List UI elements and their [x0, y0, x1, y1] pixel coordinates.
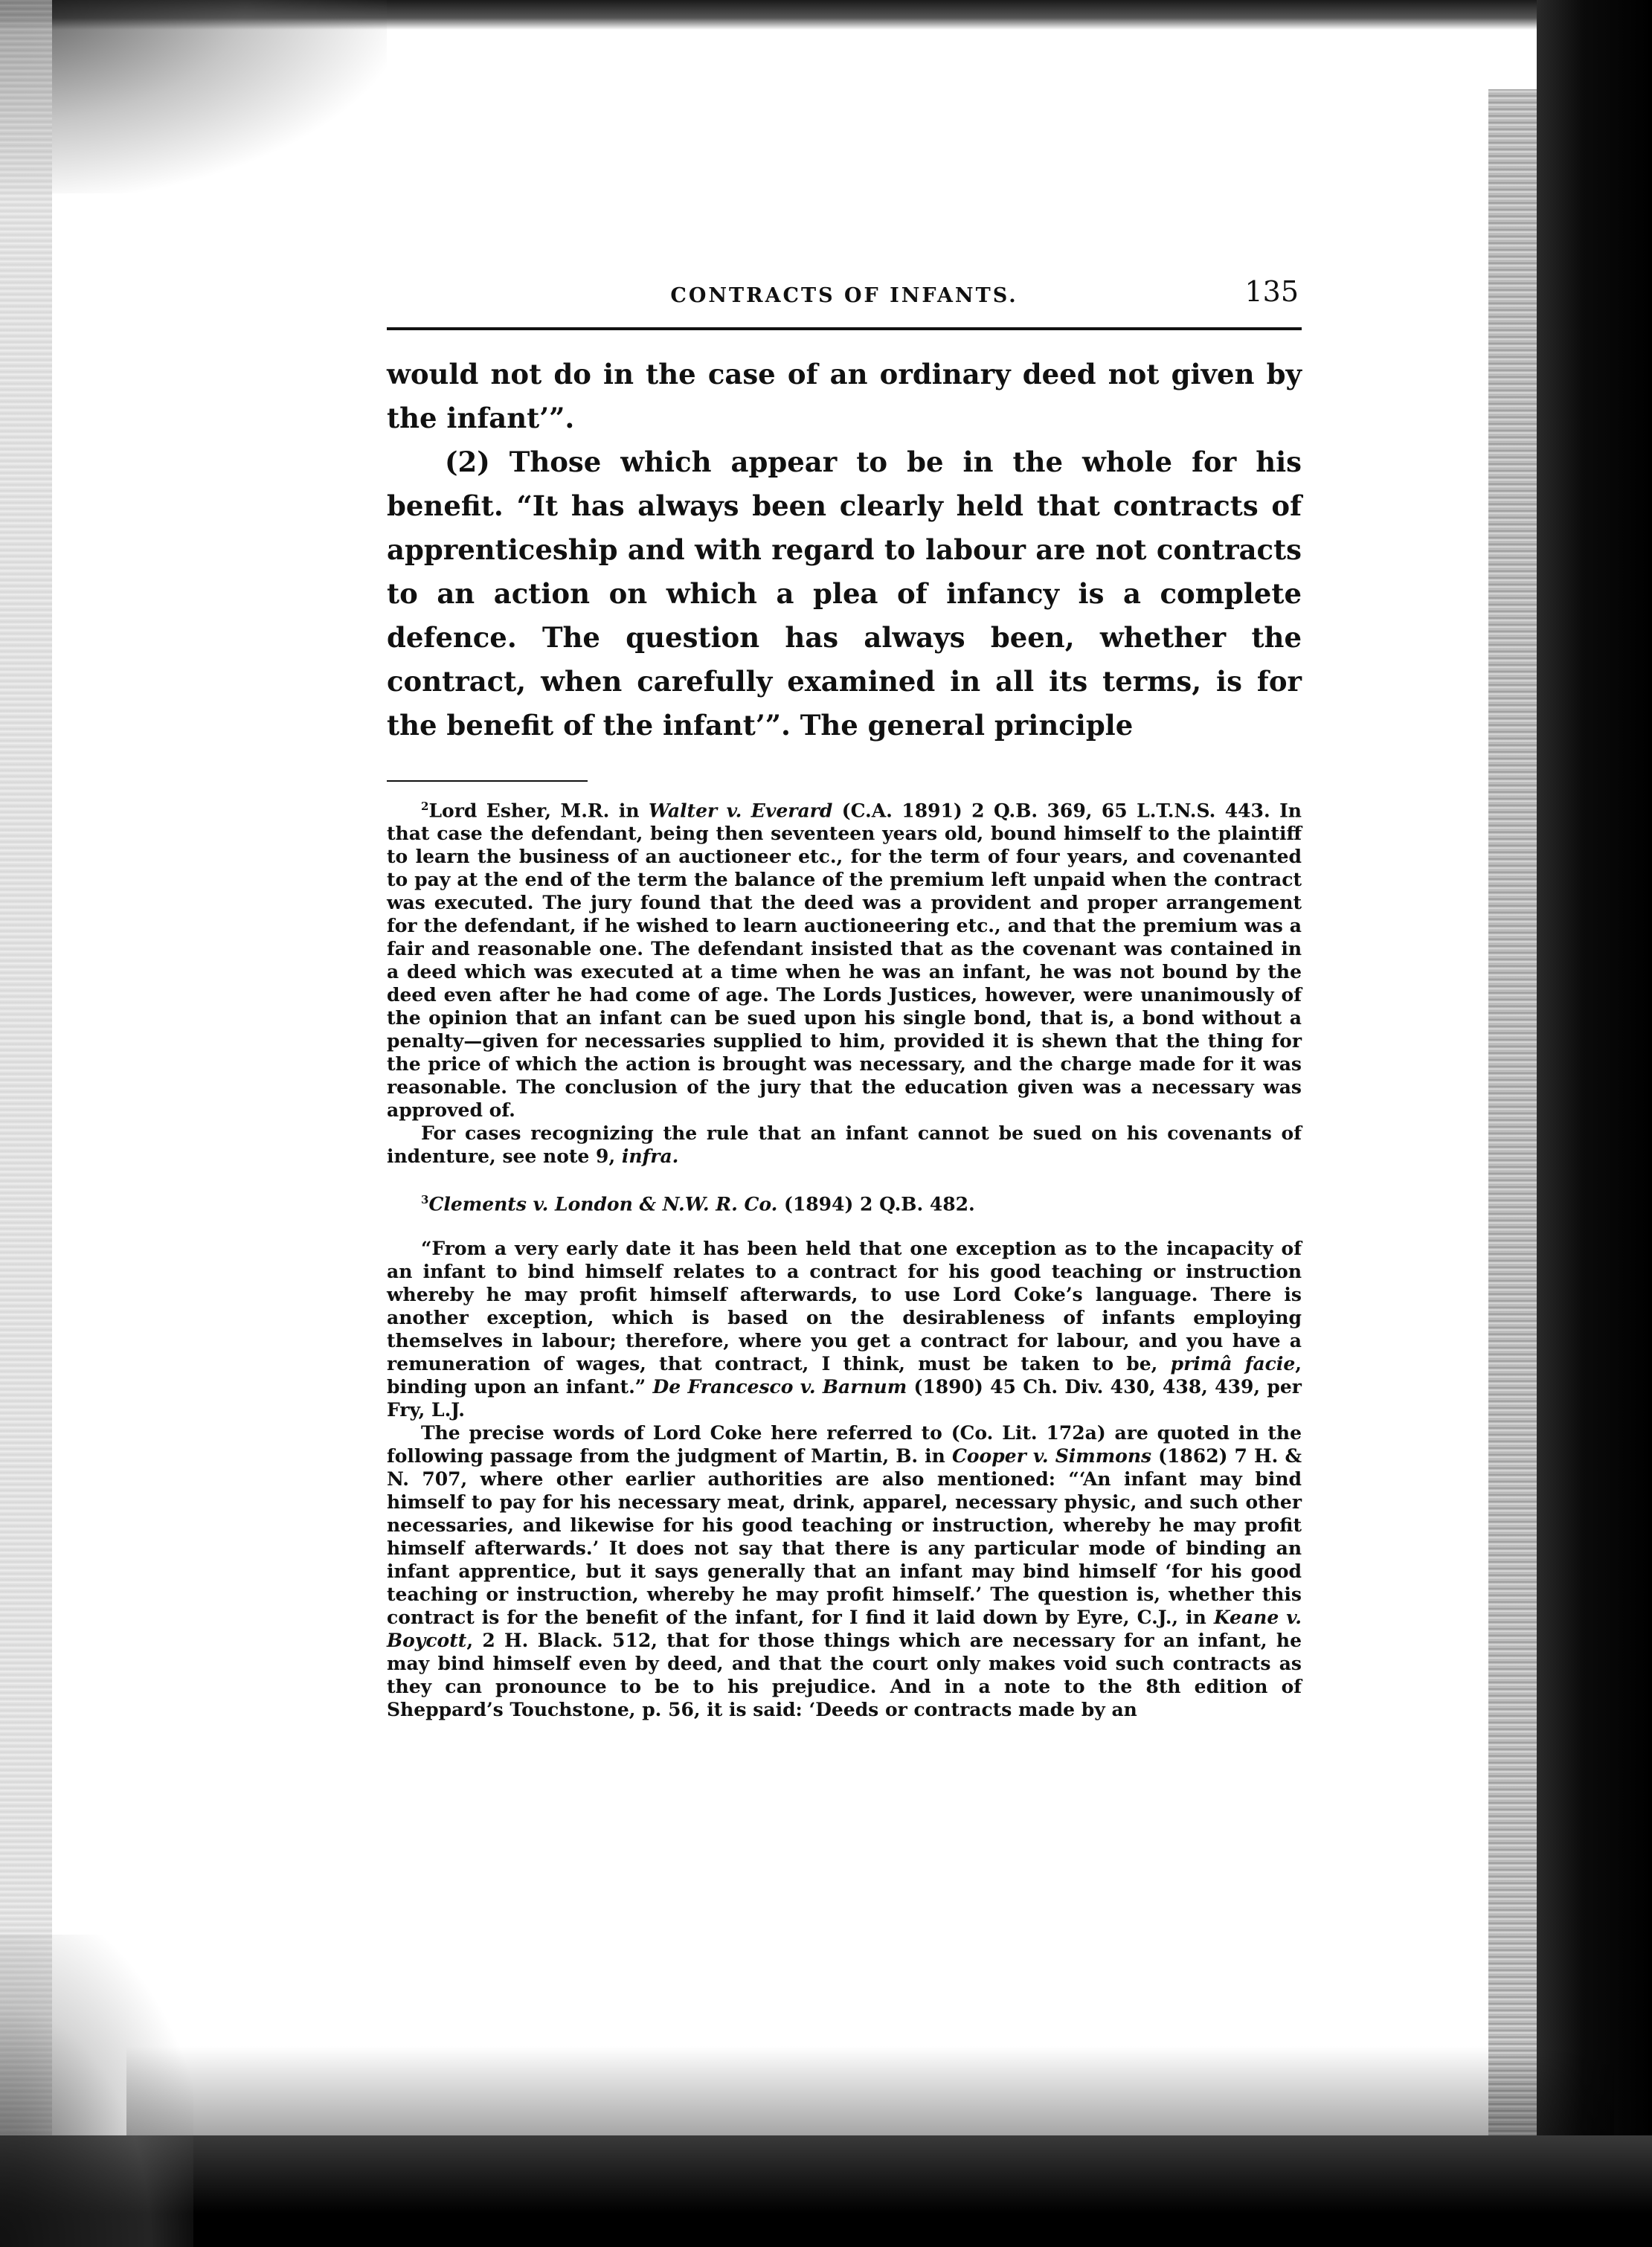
infra-ref: infra. — [621, 1145, 679, 1168]
footnotes — [387, 795, 1302, 1721]
footnote-2-continued: For cases recognizing the rule that an infant cannot be sued on his covenants of indenture, see note 9, infra. — [387, 1122, 1302, 1168]
footnote-2-text: (C.A. 1891) 2 Q.B. 369, 65 L.T.N.S. 443. In that case the defendant, being then seventeen years old, bound himself to the plaintiff to learn the business of an auctioneer etc., for the term of four years, and covenanted to pay at the end of the term the balance of the premium left unpaid when the contract was executed. The jury found that the deed was a provident and proper arrangement for the defendant, if he wished to learn auctioneering etc., and that the premium was a fair and reasonable one. The defendant insisted that as the covenant was contained in a deed which was executed at a time when he was an infant, he was not bound by the deed even after he had come of age. The Lords Justices, however, were unanimously of the opinion that an infant can be sued upon his single bond, that is, a bond without a penalty—given for necessaries supplied to him, provided it is shewn that the thing for the price of which the action is brought was necessary, and the charge made for it was reasonable. The conclusion of the jury that the education given was a necessary was approved of. — [387, 800, 1302, 1122]
scan-left-edge — [0, 0, 52, 2247]
scan-bottom-gradient — [126, 2046, 1614, 2135]
page-header — [387, 268, 1302, 330]
footnote-2-pre: Lord Esher, M.R. in — [428, 800, 649, 822]
scan-right-border — [1537, 0, 1652, 2247]
paragraph-2: (2) Those which appear to be in the whole for his benefit. “It has always been clearly held that contracts of apprenticeship and with regard to labour are not contracts to an action on which a plea of infancy is a complete defence. The question has always been, whether the contract, when carefully examined in all its terms, is for the benefit of the infant’”. The general principle — [387, 446, 1302, 742]
footnote-marker: 3 — [421, 1193, 429, 1207]
book-page — [387, 268, 1302, 1721]
footnote-rule — [387, 780, 588, 782]
scan-bottom-border — [0, 2135, 1652, 2247]
paragraph-1: would not do in the case of an ordinary deed not given by the infant’”. — [387, 358, 1302, 434]
scan-page-edges — [1488, 89, 1540, 2209]
footnote-3: $^3$Clements v. London & N.W. R. Co. (1894) 2 Q.B. 482. — [421, 1193, 975, 1215]
page-number: 135 — [1244, 275, 1299, 308]
case-name: Keane v. Boycott — [387, 1606, 1302, 1651]
quotation-2: The precise words of Lord Coke here referred to (Co. Lit. 172a) are quoted in the following passage from the judgment of Martin, B. in Cooper v. Simmons (1862) 7 H. & N. 707, where other earlier authorities are also mentioned: “‘An infant may bind himself to pay for his necessary meat, drink, apparel, necessary physic, and such other necessaries, and likewise for his good teaching or instruction, whereby he may profit himself afterwards.’ It does not say that there is any particular mode of binding an infant apprentice, but it says generally that an infant may bind himself ‘for his good teaching or instruction, whereby he may profit himself.’ The question is, whether this contract is for the benefit of the infant, for I find it laid down by Eyre, C.J., in Keane v. Boycott, 2 H. Black. 512, that for those things which are necessary for an infant, he may bind himself even by deed, and that the court only makes void such contracts as they can pronounce to be to his prejudice. And in a note to the 8th edition of Sheppard’s Touchstone, p. 56, it is said: ‘Deeds or contracts made by an — [387, 1421, 1302, 1720]
quotation-1: “From a very early date it has been held that one exception as to the incapacity of an infant to bind himself relates to a contract for his good teaching or instruction whereby he may profit himself afterwards, to use Lord Coke’s language. There is another exception, which is based on the desirableness of infants employing themselves in labour; therefore, where you get a contract for labour, and you have a remuneration of wages, that contract, I think, must be taken to be, primâ facie, binding upon an infant.” De Francesco v. Barnum (1890) 45 Ch. Div. 430, 438, 439, per Fry, L.J. — [387, 1237, 1302, 1421]
footnote-marker: 2 — [421, 800, 429, 813]
case-name: De Francesco v. Barnum — [652, 1375, 907, 1398]
running-head: CONTRACTS OF INFANTS. — [670, 284, 1018, 307]
scan-corner-shadow-bottom-left — [0, 1935, 193, 2247]
case-name: Walter v. Everard — [648, 800, 833, 822]
latin-phrase: primâ facie — [1170, 1352, 1296, 1375]
scan-corner-shadow-top-left — [0, 0, 387, 193]
case-name: Cooper v. Simmons — [951, 1444, 1152, 1467]
main-text — [387, 353, 1302, 748]
footnote-2 — [387, 795, 1302, 1122]
case-name: Clements v. London & N.W. R. Co. — [428, 1193, 778, 1215]
